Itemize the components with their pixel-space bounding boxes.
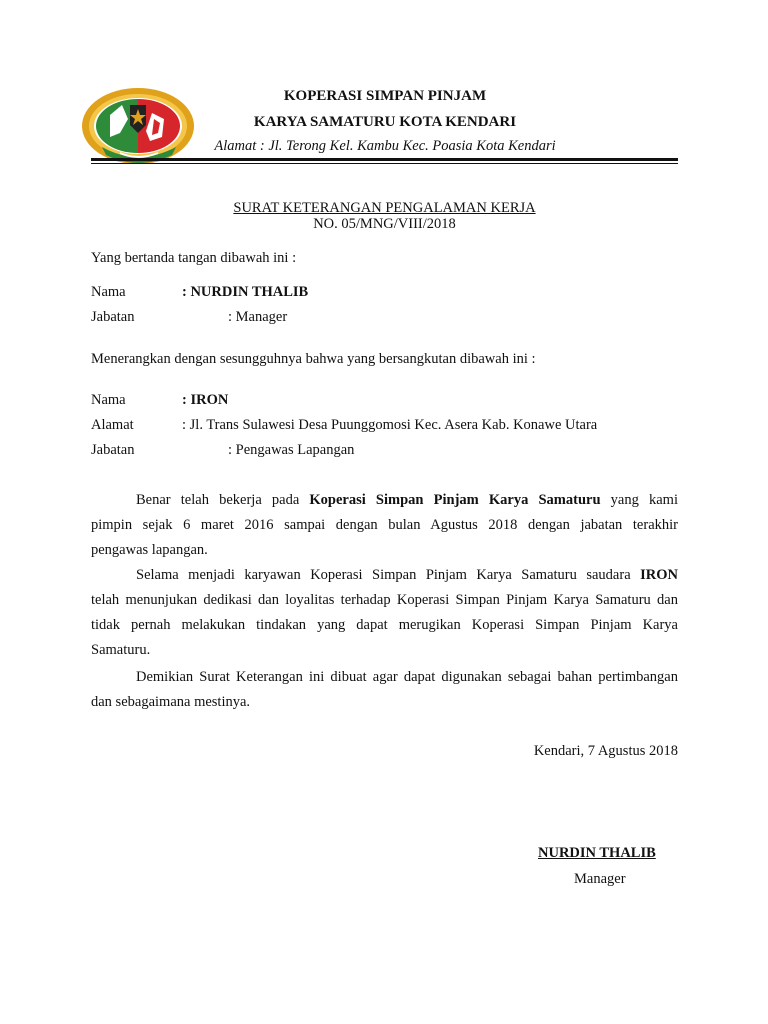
header-rule-thick bbox=[91, 158, 678, 161]
paragraph1-text-a: Benar telah bekerja pada bbox=[136, 492, 310, 508]
paragraph-employment bbox=[91, 488, 678, 563]
signer-name-label: Nama bbox=[91, 284, 126, 300]
signature-name: NURDIN THALIB bbox=[538, 845, 656, 861]
employee-position-label: Jabatan bbox=[91, 442, 135, 458]
employee-name-value: : IRON bbox=[182, 392, 229, 408]
paragraph-closing bbox=[91, 665, 678, 715]
signature-place-date: Kendari, 7 Agustus 2018 bbox=[533, 743, 678, 759]
paragraph2-text-a: Selama menjadi karyawan Koperasi Simpan Pinjam Karya Samaturu saudara bbox=[136, 567, 641, 583]
organization-name-line2: KARYA SAMATURU KOTA KENDARI bbox=[253, 114, 517, 130]
header-rule-thin bbox=[91, 163, 678, 164]
intro-text: Yang bertanda tangan dibawah ini : bbox=[91, 250, 297, 266]
document-title: SURAT KETERANGAN PENGALAMAN KERJA bbox=[233, 200, 536, 216]
paragraph1-text-b: yang kami bbox=[600, 492, 678, 508]
paragraph2-line3: tidak pernah melakukan tindakan yang dapat merugikan Koperasi Simpan Pinjam Karya bbox=[91, 617, 678, 633]
signer-position-value: : Manager bbox=[228, 309, 288, 325]
paragraph3-line2: dan sebagaimana mestinya. bbox=[91, 694, 251, 710]
document-number: NO. 05/MNG/VIII/2018 bbox=[313, 216, 456, 232]
paragraph-dedication bbox=[91, 563, 678, 663]
employee-address-label: Alamat bbox=[91, 417, 134, 433]
employee-name-label: Nama bbox=[91, 392, 126, 408]
paragraph1-line2: pimpin sejak 6 maret 2016 sampai dengan bulan Agustus 2018 dengan jabatan terakhir bbox=[91, 517, 678, 533]
paragraph1-line3: pengawas lapangan. bbox=[91, 542, 208, 558]
koperasi-emblem-icon bbox=[80, 85, 198, 165]
employee-position-value: : Pengawas Lapangan bbox=[228, 442, 355, 458]
organization-address: Alamat : Jl. Terong Kel. Kambu Kec. Poasia Kota Kendari bbox=[214, 138, 556, 154]
paragraph2-line2: telah menunjukan dedikasi dan loyalitas terhadap Koperasi Simpan Pinjam Karya Samaturu dan bbox=[91, 592, 678, 608]
paragraph2-name: IRON bbox=[640, 567, 678, 583]
paragraph3-line1: Demikian Surat Keterangan ini dibuat agar dapat digunakan sebagai bahan pertimbangan bbox=[136, 669, 678, 685]
paragraph2-line4: Samaturu. bbox=[91, 642, 151, 658]
paragraph1-org: Koperasi Simpan Pinjam Karya Samaturu bbox=[309, 492, 601, 508]
signer-position-label: Jabatan bbox=[91, 309, 135, 325]
statement-text: Menerangkan dengan sesungguhnya bahwa yang bersangkutan dibawah ini : bbox=[91, 351, 536, 367]
signer-name-value: : NURDIN THALIB bbox=[182, 284, 309, 300]
organization-name: KOPERASI SIMPAN PINJAM bbox=[283, 88, 487, 104]
signature-title: Manager bbox=[574, 871, 626, 887]
employee-address-value: : Jl. Trans Sulawesi Desa Puunggomosi Kec. Asera Kab. Konawe Utara bbox=[182, 417, 598, 433]
